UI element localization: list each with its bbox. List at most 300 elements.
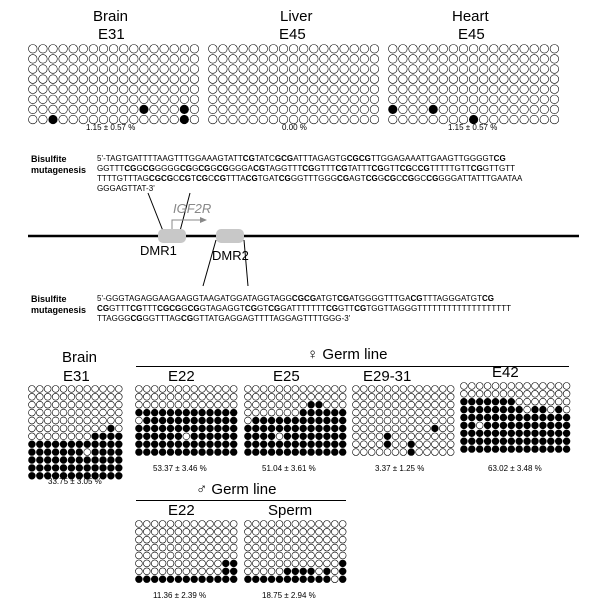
unmethylated-cpg (60, 386, 67, 393)
methylated-cpg (268, 441, 275, 448)
methylated-cpg (484, 414, 491, 421)
unmethylated-cpg (340, 115, 349, 124)
unmethylated-cpg (79, 95, 88, 104)
unmethylated-cpg (289, 85, 298, 94)
unmethylated-cpg (524, 383, 531, 390)
unmethylated-cpg (222, 401, 229, 408)
unmethylated-cpg (360, 45, 369, 54)
unmethylated-cpg (376, 401, 383, 408)
unmethylated-cpg (360, 55, 369, 64)
methylated-cpg (468, 438, 475, 445)
unmethylated-cpg (324, 393, 331, 400)
methylated-cpg (215, 433, 222, 440)
unmethylated-cpg (449, 75, 458, 84)
unmethylated-cpg (170, 75, 179, 84)
methylated-cpg (540, 430, 547, 437)
unmethylated-cpg (510, 85, 519, 94)
unmethylated-cpg (44, 401, 51, 408)
unmethylated-cpg (191, 401, 198, 408)
unmethylated-cpg (52, 386, 59, 393)
unmethylated-cpg (268, 409, 275, 416)
methylated-cpg (563, 446, 570, 453)
methylated-cpg (508, 438, 515, 445)
methylated-cpg (276, 425, 283, 432)
methylated-cpg (44, 449, 51, 456)
unmethylated-cpg (160, 95, 169, 104)
unmethylated-cpg (115, 417, 122, 424)
methylated-cpg (167, 449, 174, 456)
unmethylated-cpg (29, 75, 38, 84)
unmethylated-cpg (39, 75, 48, 84)
unmethylated-cpg (160, 55, 169, 64)
unmethylated-cpg (360, 417, 367, 424)
methylated-cpg (100, 449, 107, 456)
methylated-cpg (284, 568, 291, 575)
unmethylated-cpg (39, 65, 48, 74)
unmethylated-cpg (230, 393, 237, 400)
unmethylated-cpg (108, 417, 115, 424)
unmethylated-cpg (289, 55, 298, 64)
unmethylated-cpg (279, 85, 288, 94)
unmethylated-cpg (547, 383, 554, 390)
methylated-cpg (100, 433, 107, 440)
methylated-cpg (276, 441, 283, 448)
unmethylated-cpg (207, 528, 214, 535)
unmethylated-cpg (59, 45, 68, 54)
unmethylated-cpg (292, 393, 299, 400)
methylated-cpg (52, 449, 59, 456)
unmethylated-cpg (167, 560, 174, 567)
unmethylated-cpg (376, 441, 383, 448)
methylated-cpg (500, 398, 507, 405)
methylated-cpg (555, 406, 562, 413)
unmethylated-cpg (469, 85, 478, 94)
methylated-cpg (151, 425, 158, 432)
methylated-cpg (151, 409, 158, 416)
unmethylated-cpg (300, 386, 307, 393)
unmethylated-cpg (432, 449, 439, 456)
unmethylated-cpg (324, 560, 331, 567)
unmethylated-cpg (190, 85, 199, 94)
unmethylated-cpg (350, 45, 359, 54)
unmethylated-cpg (320, 105, 329, 114)
methylated-cpg (68, 465, 75, 472)
methylated-cpg (300, 568, 307, 575)
methylated-cpg (316, 449, 323, 456)
unmethylated-cpg (44, 417, 51, 424)
unmethylated-cpg (115, 401, 122, 408)
unmethylated-cpg (159, 521, 166, 528)
unmethylated-cpg (170, 45, 179, 54)
unmethylated-cpg (532, 398, 539, 405)
methylated-cpg (199, 409, 206, 416)
unmethylated-cpg (151, 393, 158, 400)
unmethylated-cpg (100, 409, 107, 416)
methylated-cpg (183, 441, 190, 448)
unmethylated-cpg (284, 393, 291, 400)
unmethylated-cpg (350, 75, 359, 84)
unmethylated-cpg (100, 386, 107, 393)
unmethylated-cpg (59, 65, 68, 74)
unmethylated-cpg (52, 401, 59, 408)
unmethylated-cpg (69, 45, 78, 54)
unmethylated-cpg (550, 45, 559, 54)
methylated-cpg (222, 568, 229, 575)
unmethylated-cpg (316, 560, 323, 567)
unmethylated-cpg (191, 386, 198, 393)
unmethylated-cpg (316, 536, 323, 543)
unmethylated-cpg (339, 536, 346, 543)
methylated-cpg (484, 438, 491, 445)
methylated-cpg (484, 398, 491, 405)
unmethylated-cpg (461, 383, 468, 390)
unmethylated-cpg (449, 45, 458, 54)
unmethylated-cpg (160, 115, 169, 124)
unmethylated-cpg (392, 433, 399, 440)
methylated-cpg (461, 398, 468, 405)
unmethylated-cpg (516, 398, 523, 405)
unmethylated-cpg (276, 521, 283, 528)
unmethylated-cpg (219, 85, 228, 94)
unmethylated-cpg (259, 85, 268, 94)
unmethylated-cpg (190, 75, 199, 84)
unmethylated-cpg (461, 390, 468, 397)
unmethylated-cpg (99, 75, 108, 84)
unmethylated-cpg (340, 55, 349, 64)
unmethylated-cpg (500, 105, 509, 114)
unmethylated-cpg (29, 105, 38, 114)
unmethylated-cpg (320, 75, 329, 84)
unmethylated-cpg (292, 560, 299, 567)
methylated-cpg (555, 414, 562, 421)
unmethylated-cpg (249, 45, 258, 54)
unmethylated-cpg (239, 85, 248, 94)
unmethylated-cpg (36, 433, 43, 440)
unmethylated-cpg (510, 105, 519, 114)
methylated-cpg (136, 425, 143, 432)
methylated-cpg (547, 414, 554, 421)
stage-sperm: Sperm (268, 502, 313, 519)
dmr2-sequence (97, 294, 511, 324)
unmethylated-cpg (399, 45, 408, 54)
unmethylated-cpg (49, 65, 58, 74)
methylated-cpg (524, 438, 531, 445)
unmethylated-cpg (409, 95, 418, 104)
unmethylated-cpg (268, 568, 275, 575)
unmethylated-cpg (151, 386, 158, 393)
heart-label: Heart (452, 8, 489, 25)
female-germ-line-label: ♀ Germ line (307, 346, 388, 363)
unmethylated-cpg (39, 55, 48, 64)
methylated-cpg (29, 449, 36, 456)
unmethylated-cpg (331, 386, 338, 393)
unmethylated-cpg (340, 95, 349, 104)
unmethylated-cpg (52, 433, 59, 440)
unmethylated-cpg (151, 536, 158, 543)
methylated-cpg (484, 422, 491, 429)
unmethylated-cpg (130, 85, 139, 94)
unmethylated-cpg (209, 75, 218, 84)
methylated-cpg (331, 449, 338, 456)
methylated-cpg (476, 414, 483, 421)
methylated-cpg (484, 406, 491, 413)
unmethylated-cpg (409, 105, 418, 114)
unmethylated-cpg (29, 95, 38, 104)
methylated-cpg (492, 414, 499, 421)
methylated-cpg (308, 576, 315, 583)
unmethylated-cpg (353, 401, 360, 408)
methylated-cpg (339, 560, 346, 567)
unmethylated-cpg (175, 568, 182, 575)
methylated-cpg (339, 409, 346, 416)
methylated-cpg (136, 441, 143, 448)
methylated-cpg (563, 422, 570, 429)
unmethylated-cpg (229, 95, 238, 104)
methylated-cpg (60, 457, 67, 464)
unmethylated-cpg (490, 45, 499, 54)
unmethylated-cpg (136, 568, 143, 575)
unmethylated-cpg (60, 425, 67, 432)
unmethylated-cpg (520, 45, 529, 54)
unmethylated-cpg (384, 393, 391, 400)
unmethylated-cpg (400, 386, 407, 393)
methylated-cpg (308, 417, 315, 424)
methylated-cpg (52, 457, 59, 464)
unmethylated-cpg (36, 417, 43, 424)
unmethylated-cpg (308, 560, 315, 567)
methylated-cpg (183, 576, 190, 583)
unmethylated-cpg (239, 95, 248, 104)
unmethylated-cpg (68, 433, 75, 440)
methylated-cpg (207, 433, 214, 440)
unmethylated-cpg (249, 65, 258, 74)
unmethylated-cpg (175, 521, 182, 528)
unmethylated-cpg (360, 386, 367, 393)
methylated-cpg (492, 422, 499, 429)
methylated-cpg (222, 409, 229, 416)
methylated-cpg (92, 457, 99, 464)
unmethylated-cpg (269, 55, 278, 64)
methylated-cpg (324, 576, 331, 583)
unmethylated-cpg (408, 386, 415, 393)
unmethylated-cpg (424, 393, 431, 400)
methylated-cpg (215, 425, 222, 432)
unmethylated-cpg (269, 105, 278, 114)
methylated-cpg (68, 457, 75, 464)
unmethylated-cpg (331, 560, 338, 567)
methylated-cpg (36, 449, 43, 456)
methylated-cpg (300, 409, 307, 416)
unmethylated-cpg (143, 552, 150, 559)
unmethylated-cpg (219, 75, 228, 84)
unmethylated-cpg (550, 75, 559, 84)
unmethylated-cpg (400, 425, 407, 432)
methylated-cpg (245, 425, 252, 432)
unmethylated-cpg (49, 45, 58, 54)
methylated-cpg (300, 441, 307, 448)
unmethylated-cpg (370, 55, 379, 64)
methylated-cpg (508, 422, 515, 429)
methylated-cpg (339, 441, 346, 448)
unmethylated-cpg (360, 105, 369, 114)
methylated-cpg (324, 449, 331, 456)
unmethylated-cpg (229, 75, 238, 84)
unmethylated-cpg (245, 521, 252, 528)
unmethylated-cpg (376, 393, 383, 400)
unmethylated-cpg (370, 75, 379, 84)
methylated-cpg (276, 576, 283, 583)
unmethylated-cpg (439, 386, 446, 393)
unmethylated-cpg (299, 65, 308, 74)
unmethylated-cpg (416, 425, 423, 432)
methylated-cpg (461, 414, 468, 421)
dmr2-label: DMR2 (212, 248, 249, 263)
methylated-cpg (331, 409, 338, 416)
unmethylated-cpg (479, 95, 488, 104)
unmethylated-cpg (207, 401, 214, 408)
unmethylated-cpg (151, 401, 158, 408)
methylated-cpg (108, 457, 115, 464)
unmethylated-cpg (510, 45, 519, 54)
unmethylated-cpg (416, 417, 423, 424)
unmethylated-cpg (331, 576, 338, 583)
unmethylated-cpg (183, 433, 190, 440)
methylated-cpg (492, 438, 499, 445)
unmethylated-cpg (409, 55, 418, 64)
unmethylated-cpg (79, 105, 88, 114)
unmethylated-cpg (119, 45, 128, 54)
methylated-cpg (115, 465, 122, 472)
unmethylated-cpg (550, 65, 559, 74)
unmethylated-cpg (69, 85, 78, 94)
unmethylated-cpg (416, 433, 423, 440)
unmethylated-cpg (476, 383, 483, 390)
unmethylated-cpg (376, 449, 383, 456)
unmethylated-cpg (92, 425, 99, 432)
sequence-line: 5'-TAGTGATTTTAAGTTTGGAAAGTATTCGTATCGCGATTTAGAGTGCGCGTTGGAGAAATTGAAGTTGGGGTCG (97, 154, 506, 163)
unmethylated-cpg (447, 441, 454, 448)
methylated-cpg (167, 576, 174, 583)
unmethylated-cpg (276, 568, 283, 575)
percent-e25: 51.04 ± 3.61 % (262, 464, 316, 473)
methylated-cpg (339, 568, 346, 575)
unmethylated-cpg (180, 85, 189, 94)
methylated-cpg (230, 576, 237, 583)
methylated-cpg (476, 406, 483, 413)
methylated-cpg (260, 425, 267, 432)
unmethylated-cpg (490, 75, 499, 84)
unmethylated-cpg (159, 528, 166, 535)
unmethylated-cpg (76, 393, 83, 400)
unmethylated-cpg (29, 85, 38, 94)
e22-male-methylation-grid (135, 520, 235, 590)
unmethylated-cpg (215, 393, 222, 400)
unmethylated-cpg (191, 568, 198, 575)
methylated-cpg (230, 417, 237, 424)
methylated-cpg (547, 422, 554, 429)
unmethylated-cpg (84, 425, 91, 432)
unmethylated-cpg (408, 409, 415, 416)
unmethylated-cpg (159, 536, 166, 543)
unmethylated-cpg (29, 65, 38, 74)
methylated-cpg (222, 417, 229, 424)
unmethylated-cpg (360, 409, 367, 416)
unmethylated-cpg (180, 65, 189, 74)
unmethylated-cpg (416, 449, 423, 456)
methylated-cpg (429, 105, 438, 114)
methylated-cpg (555, 446, 562, 453)
unmethylated-cpg (530, 65, 539, 74)
unmethylated-cpg (276, 536, 283, 543)
unmethylated-cpg (300, 560, 307, 567)
unmethylated-cpg (340, 45, 349, 54)
unmethylated-cpg (408, 417, 415, 424)
methylated-cpg (183, 425, 190, 432)
unmethylated-cpg (370, 65, 379, 74)
methylated-cpg (159, 441, 166, 448)
unmethylated-cpg (339, 393, 346, 400)
methylated-cpg (492, 398, 499, 405)
methylated-cpg (276, 417, 283, 424)
unmethylated-cpg (292, 552, 299, 559)
unmethylated-cpg (284, 386, 291, 393)
unmethylated-cpg (207, 568, 214, 575)
methylated-cpg (49, 115, 58, 124)
methylated-cpg (191, 409, 198, 416)
unmethylated-cpg (447, 449, 454, 456)
unmethylated-cpg (44, 386, 51, 393)
unmethylated-cpg (230, 401, 237, 408)
methylated-cpg (547, 430, 554, 437)
methylated-cpg (292, 576, 299, 583)
methylated-cpg (324, 425, 331, 432)
methylated-cpg (252, 441, 259, 448)
unmethylated-cpg (392, 425, 399, 432)
methylated-cpg (540, 406, 547, 413)
unmethylated-cpg (276, 409, 283, 416)
unmethylated-cpg (532, 390, 539, 397)
unmethylated-cpg (260, 393, 267, 400)
unmethylated-cpg (100, 393, 107, 400)
methylated-cpg (180, 105, 189, 114)
unmethylated-cpg (340, 85, 349, 94)
unmethylated-cpg (424, 449, 431, 456)
unmethylated-cpg (268, 552, 275, 559)
unmethylated-cpg (183, 386, 190, 393)
unmethylated-cpg (368, 417, 375, 424)
methylated-cpg (108, 425, 115, 432)
methylated-cpg (92, 441, 99, 448)
unmethylated-cpg (449, 55, 458, 64)
unmethylated-cpg (439, 55, 448, 64)
methylated-cpg (284, 576, 291, 583)
unmethylated-cpg (151, 552, 158, 559)
methylated-cpg (159, 417, 166, 424)
methylated-cpg (461, 430, 468, 437)
methylated-cpg (532, 414, 539, 421)
unmethylated-cpg (268, 393, 275, 400)
methylated-cpg (183, 449, 190, 456)
unmethylated-cpg (160, 105, 169, 114)
unmethylated-cpg (550, 95, 559, 104)
unmethylated-cpg (368, 386, 375, 393)
dmr1-sequence (97, 154, 522, 194)
methylated-cpg (76, 441, 83, 448)
unmethylated-cpg (183, 544, 190, 551)
unmethylated-cpg (183, 521, 190, 528)
unmethylated-cpg (479, 55, 488, 64)
methylated-cpg (308, 433, 315, 440)
